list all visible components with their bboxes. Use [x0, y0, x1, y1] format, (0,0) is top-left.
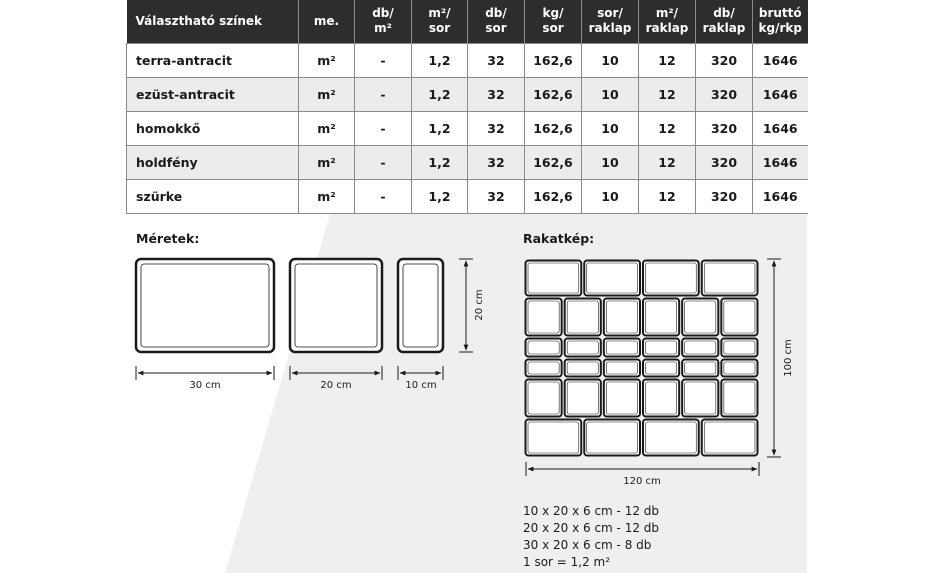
table-cell: m² [299, 43, 355, 77]
stack-paver [643, 261, 699, 296]
stacking-note: 1 sor = 1,2 m² [523, 555, 611, 569]
column-header-line: me. [313, 13, 340, 28]
table-cell: m² [299, 77, 355, 111]
stack-paver [565, 380, 601, 417]
dim-label-30cm: 30 cm [189, 380, 221, 391]
color-name-cell: ezüst-antracit [127, 77, 299, 111]
stack-paver [526, 261, 582, 296]
stacking-pattern [526, 261, 758, 456]
paver-30x20-outline [136, 259, 274, 352]
stack-paver [584, 420, 640, 456]
table-cell: - [355, 43, 412, 77]
stack-paver [682, 380, 718, 417]
column-header-line: sor [542, 21, 564, 36]
color-name-cell: holdfény [127, 145, 299, 179]
table-cell: 162,6 [525, 145, 582, 179]
column-header-line: raklap [702, 21, 746, 36]
stack-paver [643, 299, 679, 336]
column-header-line: sor [428, 21, 451, 36]
table-cell: 320 [696, 179, 753, 213]
table-cell: - [355, 179, 412, 213]
table-cell: 1646 [753, 111, 808, 145]
stack-paver [526, 299, 562, 336]
table-cell: 1646 [753, 77, 808, 111]
column-header-line: kg/ [542, 6, 564, 21]
table-cell: 32 [468, 145, 525, 179]
table-cell: 12 [639, 179, 696, 213]
column-header-line: Választható színek [135, 13, 263, 28]
stack-paver [526, 380, 562, 417]
dimensions-title: Méretek: [136, 231, 200, 246]
stack-paver [721, 380, 757, 417]
table-cell: 320 [696, 145, 753, 179]
column-header-line: m²/ [428, 6, 451, 21]
table-cell: 162,6 [525, 111, 582, 145]
table-cell: 1646 [753, 179, 808, 213]
column-header-line: db/ [485, 6, 507, 21]
stacking-title: Rakatkép: [523, 231, 595, 246]
stack-paver [604, 299, 640, 336]
table-cell: 10 [582, 77, 639, 111]
table-cell: m² [299, 145, 355, 179]
table-cell: - [355, 145, 412, 179]
table-cell: 1,2 [412, 43, 468, 77]
column-header-line: bruttó [758, 6, 802, 21]
table-cell: 32 [468, 77, 525, 111]
table-cell: 10 [582, 43, 639, 77]
dim-label-height-20cm: 20 cm [474, 289, 485, 321]
table-cell: 32 [468, 111, 525, 145]
paver-10x20-outline [398, 259, 443, 352]
stacking-note: 20 x 20 x 6 cm - 12 db [523, 521, 660, 535]
dim-label-20cm: 20 cm [320, 380, 352, 391]
stack-paver [565, 299, 601, 336]
column-header-line: m²/ [655, 6, 679, 21]
table-cell: 12 [639, 43, 696, 77]
color-name-cell: homokkő [127, 111, 299, 145]
stack-height-label: 100 cm [783, 339, 794, 377]
table-cell: - [355, 111, 412, 145]
table-cell: 1,2 [412, 179, 468, 213]
table-cell: 320 [696, 77, 753, 111]
stack-paver [604, 380, 640, 417]
column-header-line: m² [374, 21, 392, 36]
table-cell: - [355, 77, 412, 111]
table-cell: m² [299, 179, 355, 213]
column-header-line: db/ [713, 6, 735, 21]
color-name-cell: terra-antracit [127, 43, 299, 77]
stack-paver [526, 420, 582, 456]
stack-width-label: 120 cm [623, 476, 661, 487]
table-cell: 162,6 [525, 77, 582, 111]
table-cell: m² [299, 111, 355, 145]
table-cell: 1,2 [412, 77, 468, 111]
stack-paver [702, 420, 758, 456]
stacking-note: 10 x 20 x 6 cm - 12 db [523, 504, 660, 518]
table-cell: 1,2 [412, 111, 468, 145]
table-cell: 1,2 [412, 145, 468, 179]
stacking-notes [523, 503, 659, 571]
table-cell: 12 [639, 77, 696, 111]
stack-paver [643, 380, 679, 417]
table-cell: 162,6 [525, 43, 582, 77]
column-header-line: sor [485, 21, 507, 36]
column-header-line: raklap [588, 21, 632, 36]
table-cell: 320 [696, 111, 753, 145]
table-cell: 162,6 [525, 179, 582, 213]
table-cell: 10 [582, 111, 639, 145]
stack-paver [721, 299, 757, 336]
column-header-line: db/ [372, 6, 394, 21]
stack-paver [682, 299, 718, 336]
table-cell: 32 [468, 179, 525, 213]
table-cell: 12 [639, 111, 696, 145]
table-cell: 320 [696, 43, 753, 77]
paver-20x20-outline [290, 259, 382, 352]
column-header-line: raklap [645, 21, 689, 36]
column-header-line: sor/ [597, 6, 623, 21]
dim-label-10cm: 10 cm [405, 380, 437, 391]
table-cell: 10 [582, 145, 639, 179]
stack-paver [702, 261, 758, 296]
stack-paver [643, 420, 699, 456]
table-cell: 1646 [753, 43, 808, 77]
table-cell: 12 [639, 145, 696, 179]
color-name-cell: szürke [127, 179, 299, 213]
stacking-note: 30 x 20 x 6 cm - 8 db [523, 538, 652, 552]
column-header-line: kg/rkp [758, 21, 802, 36]
stack-paver [584, 261, 640, 296]
table-cell: 10 [582, 179, 639, 213]
table-cell: 1646 [753, 145, 808, 179]
table-cell: 32 [468, 43, 525, 77]
